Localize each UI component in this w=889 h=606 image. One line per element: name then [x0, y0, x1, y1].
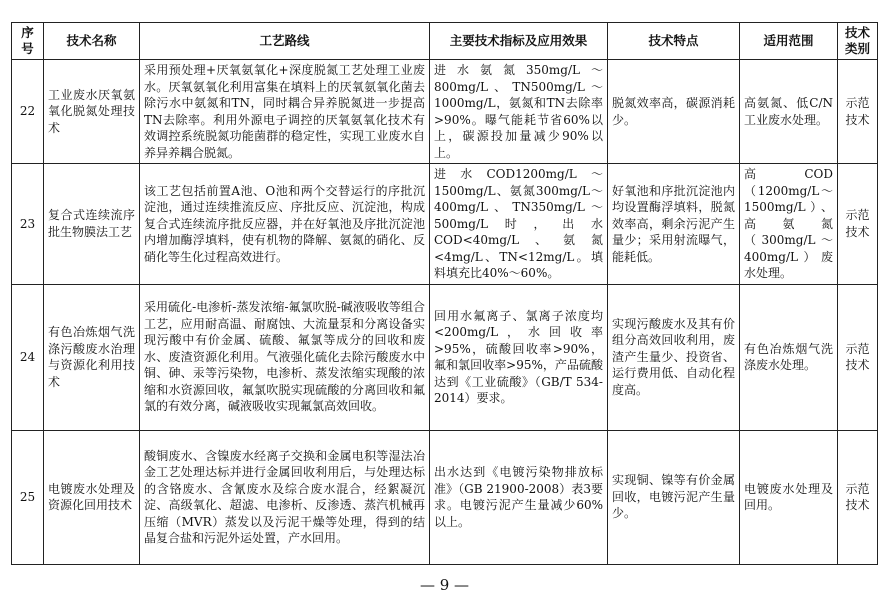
technology-name: 工业废水厌氧氨氧化脱氮处理技术: [44, 60, 140, 164]
row-number: 23: [12, 164, 44, 285]
technical-index: 进水COD1200mg/L～1500mg/L、氨氮300mg/L～400mg/L、TN350mg/L～500mg/L时，出水COD<40mg/L、氨氮<4mg/L、TN<12mg/L。填料填充比40%～60%。: [430, 164, 608, 285]
table-row: [12, 284, 878, 430]
technical-index: 回用水氟离子、氯离子浓度均<200mg/L，水回收率>95%，硫酸回收率>90%，氟和氯回收率>95%，产品硫酸达到《工业硫酸》（GB/T 534-2014）要求。: [430, 284, 608, 430]
process-route: 该工艺包括前置A池、O池和两个交替运行的序批沉淀池，通过连续推流反应、序批反应、沉淀池，构成复合式连续流序批反应器，并在好氧池及序批沉淀池内增加酶浮填料，使有机物的降解、氨氮的硝化、反硝化等生化过程高效进行。: [140, 164, 430, 285]
technology-name: 有色冶炼烟气洗涤污酸废水治理与资源化利用技术: [44, 284, 140, 430]
technology-name: 复合式连续流序批生物膜法工艺: [44, 164, 140, 285]
technology-category: 示范技术: [838, 430, 878, 564]
technical-feature: 实现污酸废水及其有价组分高效回收利用，废渣产生量少、投资省、运行费用低、自动化程度高。: [608, 284, 740, 430]
row-number: 25: [12, 430, 44, 564]
table-row: [12, 60, 878, 164]
application-scope: 高COD（1200mg/L～1500mg/L）、高氨氮（300mg/L～400mg/L）废水处理。: [740, 164, 838, 285]
technology-table: [11, 22, 878, 565]
technical-index: 出水达到《电镀污染物排放标准》（GB 21900-2008）表3要求。电镀污泥产生量减少60%以上。: [430, 430, 608, 564]
row-number: 24: [12, 284, 44, 430]
row-number: 22: [12, 60, 44, 164]
technical-feature: 实现铜、镍等有价金属回收，电镀污泥产生量少。: [608, 430, 740, 564]
technology-category: 示范技术: [838, 164, 878, 285]
process-route: 采用硫化-电渗析-蒸发浓缩-氟氯吹脱-碱液吸收等组合工艺，应用耐高温、耐腐蚀、大流量泵和分离设备实现污酸中有价金属、硫酸、氟氯等成分的回收和废水、废渣资源化利用。气液强化硫化去除污酸废水中铜、砷、汞等污染物，电渗析、蒸发浓缩实现酸的浓缩和水资源回收，氟氯吹脱实现硫酸的分离回收和氟氯的有效分离，碱液吸收实现氟氯高效回收。: [140, 284, 430, 430]
header-scope: 适用范围: [740, 23, 838, 60]
application-scope: 高氨氮、低C/N工业废水处理。: [740, 60, 838, 164]
application-scope: 有色冶炼烟气洗涤废水处理。: [740, 284, 838, 430]
technology-category: 示范技术: [838, 284, 878, 430]
table-row: [12, 430, 878, 564]
technical-feature: 脱氮效率高，碳源消耗少。: [608, 60, 740, 164]
application-scope: 电镀废水处理及回用。: [740, 430, 838, 564]
technical-feature: 好氧池和序批沉淀池内均设置酶浮填料，脱氮效率高，剩余污泥产生量少；采用射流曝气，能耗低。: [608, 164, 740, 285]
technical-index: 进水氨氮350mg/L～800mg/L、TN500mg/L～1000mg/L，氨氮和TN去除率>90%。曝气能耗节省60%以上，碳源投加量减少90%以上。: [430, 60, 608, 164]
page-number: — 9 —: [419, 576, 470, 594]
table-row: [12, 164, 878, 285]
technology-category: 示范技术: [838, 60, 878, 164]
process-route: 采用预处理+厌氧氨氧化+深度脱氮工艺处理工业废水。厌氧氨氧化利用富集在填料上的厌氧氨氧化菌去除污水中氨氮和TN，同时耦合异养脱氮进一步提高TN去除率。利用外源电子调控的厌氧氨氧化技术有效调控系统脱氮功能菌群的稳定性，实现工业废水自养异养耦合脱氮。: [140, 60, 430, 164]
process-route: 酸铜废水、含镍废水经离子交换和金属电积等湿法冶金工艺处理达标并进行金属回收利用后，与处理达标的含铬废水、含氰废水及综合废水混合，经絮凝沉淀、高级氧化、超滤、电渗析、反渗透、蒸汽机械再压缩（MVR）蒸发以及污泥干燥等处理，得到的结晶复合盐和污泥外运处置，产水回用。: [140, 430, 430, 564]
header-feature: 技术特点: [608, 23, 740, 60]
header-no: 序号: [12, 23, 44, 60]
header-route: 工艺路线: [140, 23, 430, 60]
header-name: 技术名称: [44, 23, 140, 60]
header-category: 技术类别: [838, 23, 878, 60]
technology-name: 电镀废水处理及资源化回用技术: [44, 430, 140, 564]
header-index: 主要技术指标及应用效果: [430, 23, 608, 60]
table-header-row: [12, 23, 878, 60]
